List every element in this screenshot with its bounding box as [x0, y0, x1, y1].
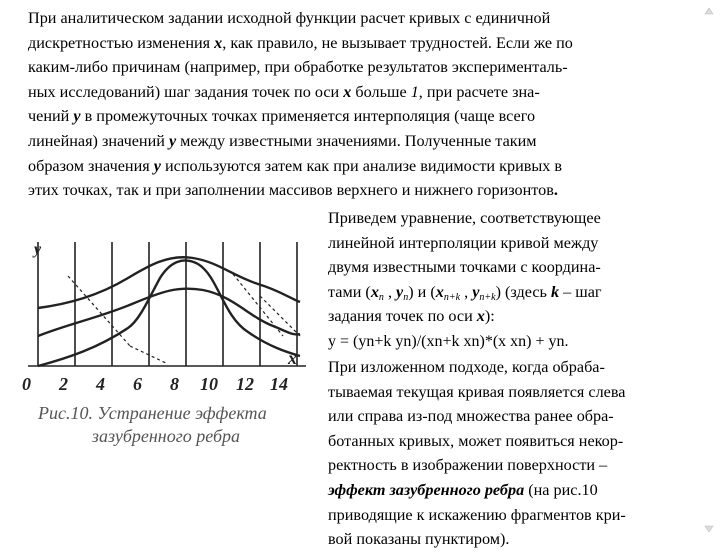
- text-line: этих точках, так и при заполнении массивов верхнего и нижнего горизонтов.: [28, 181, 558, 200]
- text-line: задания точек по оси x):: [328, 307, 495, 326]
- jagged-edge-figure: [28, 236, 318, 396]
- figure-caption: Рис.10. Устранение эффекта зазубренного ребра: [38, 403, 267, 446]
- text-line: приводящие к искажению фрагментов кри-: [328, 505, 626, 524]
- text-line: образом значения y используются затем как при анализе видимости кривых в: [28, 156, 563, 175]
- text-line: При аналитическом задании исходной функции расчет кривых с единичной: [28, 9, 551, 27]
- top-paragraph: [28, 6, 708, 203]
- text-line: или справа из-под множества ранее обра-: [328, 407, 614, 426]
- y-axis-label: y: [34, 241, 42, 258]
- text-line: двумя известными точками с координа-: [328, 258, 601, 277]
- scroll-down-icon[interactable]: [704, 524, 714, 534]
- text-line: эффект зазубренного ребра (на рис.10: [328, 480, 598, 499]
- text-line: ректность в изображении поверхности –: [328, 456, 608, 475]
- x-tick-labels: [20, 374, 300, 396]
- tick-label: 10: [200, 374, 218, 394]
- tick-label: 14: [270, 374, 288, 394]
- text-line: тываемая текущая кривая появляется слева: [328, 382, 626, 401]
- text-line: вой показаны пунктиром).: [328, 530, 510, 549]
- text-line: дискретностью изменения x, как правило, не вызывает трудностей. Если же по: [28, 33, 573, 52]
- text-line: линейная) значений y между известными значениями. Полученные таким: [28, 131, 537, 150]
- tick-label: 8: [170, 374, 179, 394]
- tick-label: 12: [236, 374, 254, 394]
- right-column: [328, 206, 698, 552]
- tick-label: 4: [96, 374, 105, 394]
- tick-label: 6: [133, 374, 142, 394]
- tick-label: 0: [22, 374, 31, 394]
- text-line: При изложенном подходе, когда обраба-: [328, 357, 605, 376]
- tick-label: 2: [59, 374, 68, 394]
- x-axis-label: x: [288, 348, 297, 368]
- text-line: каким-либо причинам (например, при обработке результатов эксперименталь-: [28, 58, 568, 77]
- text-line: Приведем уравнение, соответствующее: [328, 209, 601, 227]
- text-line: линейной интерполяции кривой между: [328, 233, 599, 252]
- scroll-up-icon[interactable]: [704, 6, 714, 16]
- text-line: ботанных кривых, может появиться некор-: [328, 431, 624, 450]
- text-line: ных исследований) шаг задания точек по оси x больше 1, при расчете зна-: [28, 82, 540, 101]
- text-line: тами ($x_n$ , $y_n$) и ($x_{n+k}$ , $y_{n+k}$) (здесь k – шаг: [328, 282, 602, 303]
- text-line: чений y в промежуточных точках применяется интерполяция (чаще всего: [28, 107, 536, 126]
- interpolation-formula: y = (yn+k yn)/(xn+k xn)*(x xn) + yn.: [328, 332, 569, 350]
